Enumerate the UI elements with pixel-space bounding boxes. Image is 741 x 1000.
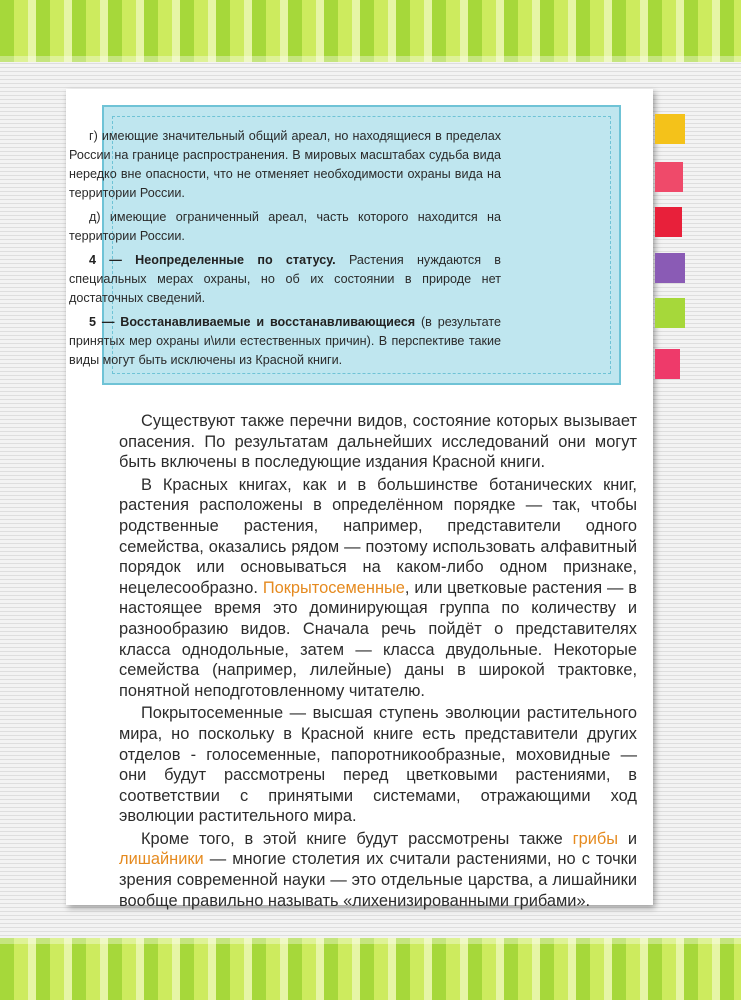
top-stripe-band [0,0,741,62]
paragraph-3: Покрытосеменные — высшая ступень эволюции растительного мира, но поскольку в Красной книге есть представители других отделов - голосеменные, папоротникообразные, моховидные — они будут рассмотрены перед цветковыми растениями, в соответствии с принятыми системами, отражающими ход эволюции растительного мира. [119,704,637,826]
category-item-g: г) имеющие значительный общий ареал, но находящиеся в пределах России на границе распространения. В мировых масштабах судьба вида нередко вне опасности, что не отменяет необходимости охраны вида на территории России. [69,129,501,200]
paragraph-4-start: Кроме того, в этой книге будут рассмотрены также [141,829,573,848]
category-5-title: 5 — Восстанавливаемые и восстанавливающиеся [89,315,416,329]
tab-red[interactable] [655,207,682,237]
link-fungi[interactable]: грибы [572,829,619,848]
tab-purple[interactable] [655,253,685,283]
tab-magenta[interactable] [655,349,680,379]
paragraph-4-mid: и [618,829,637,848]
category-5 [69,313,501,370]
category-item-d: д) имеющие ограниченный ареал, часть которого находится на территории России. [69,210,501,243]
main-text [119,411,637,913]
category-4-title: 4 — Неопределенные по статусу. [89,253,336,267]
info-box-text [69,127,501,375]
paragraph-2-start: В Красных книгах, как и в большинстве ботанических книг, растения расположены в определённом порядке — так, чтобы родственные растения, например, представители одного семейства, оказались рядом — поэтому использовать алфавитный порядок или основываться на каком-либо одном признаке, нецелесообразно. [119,475,637,597]
category-4-text: Растения нуждаются в специальных мерах охраны, но об их состоянии в природе нет достаточных сведений. [69,253,502,305]
paragraph-4-end: — многие столетия их считали растениями, но с точки зрения современной науки — это отдельные царства, а лишайники вообще правильно называть «лихенизированными грибами». [119,850,637,910]
bottom-stripe-band [0,938,741,1000]
tab-green[interactable] [655,298,685,328]
category-4 [69,251,501,308]
link-lichens[interactable]: лишайники [119,850,204,869]
link-angiosperms[interactable]: Покрытосеменные [262,578,405,597]
tab-pink[interactable] [655,162,683,192]
paragraph-4 [119,829,637,911]
tab-yellow[interactable] [655,114,685,144]
paragraph-2-end: , или цветковые растения — в настоящее время это доминирующая группа по количеству и разнообразию видов. Сначала речь пойдёт о представителях класса однодольные, затем — класса двудольные. Некоторые семейства (например, лилейные) даны в широкой трактовке, понятной неподготовленному читателю. [119,578,637,700]
paragraph-1: Существуют также перечни видов, состояние которых вызывает опасения. По результатам дальнейших исследований они могут быть включены в последующие издания Красной книги. [119,412,637,472]
paragraph-2 [119,475,637,702]
category-5-text: (в результате принятых мер охраны и\или естественных причин). В перспективе такие виды могут быть исключены из Красной книги. [69,315,501,367]
